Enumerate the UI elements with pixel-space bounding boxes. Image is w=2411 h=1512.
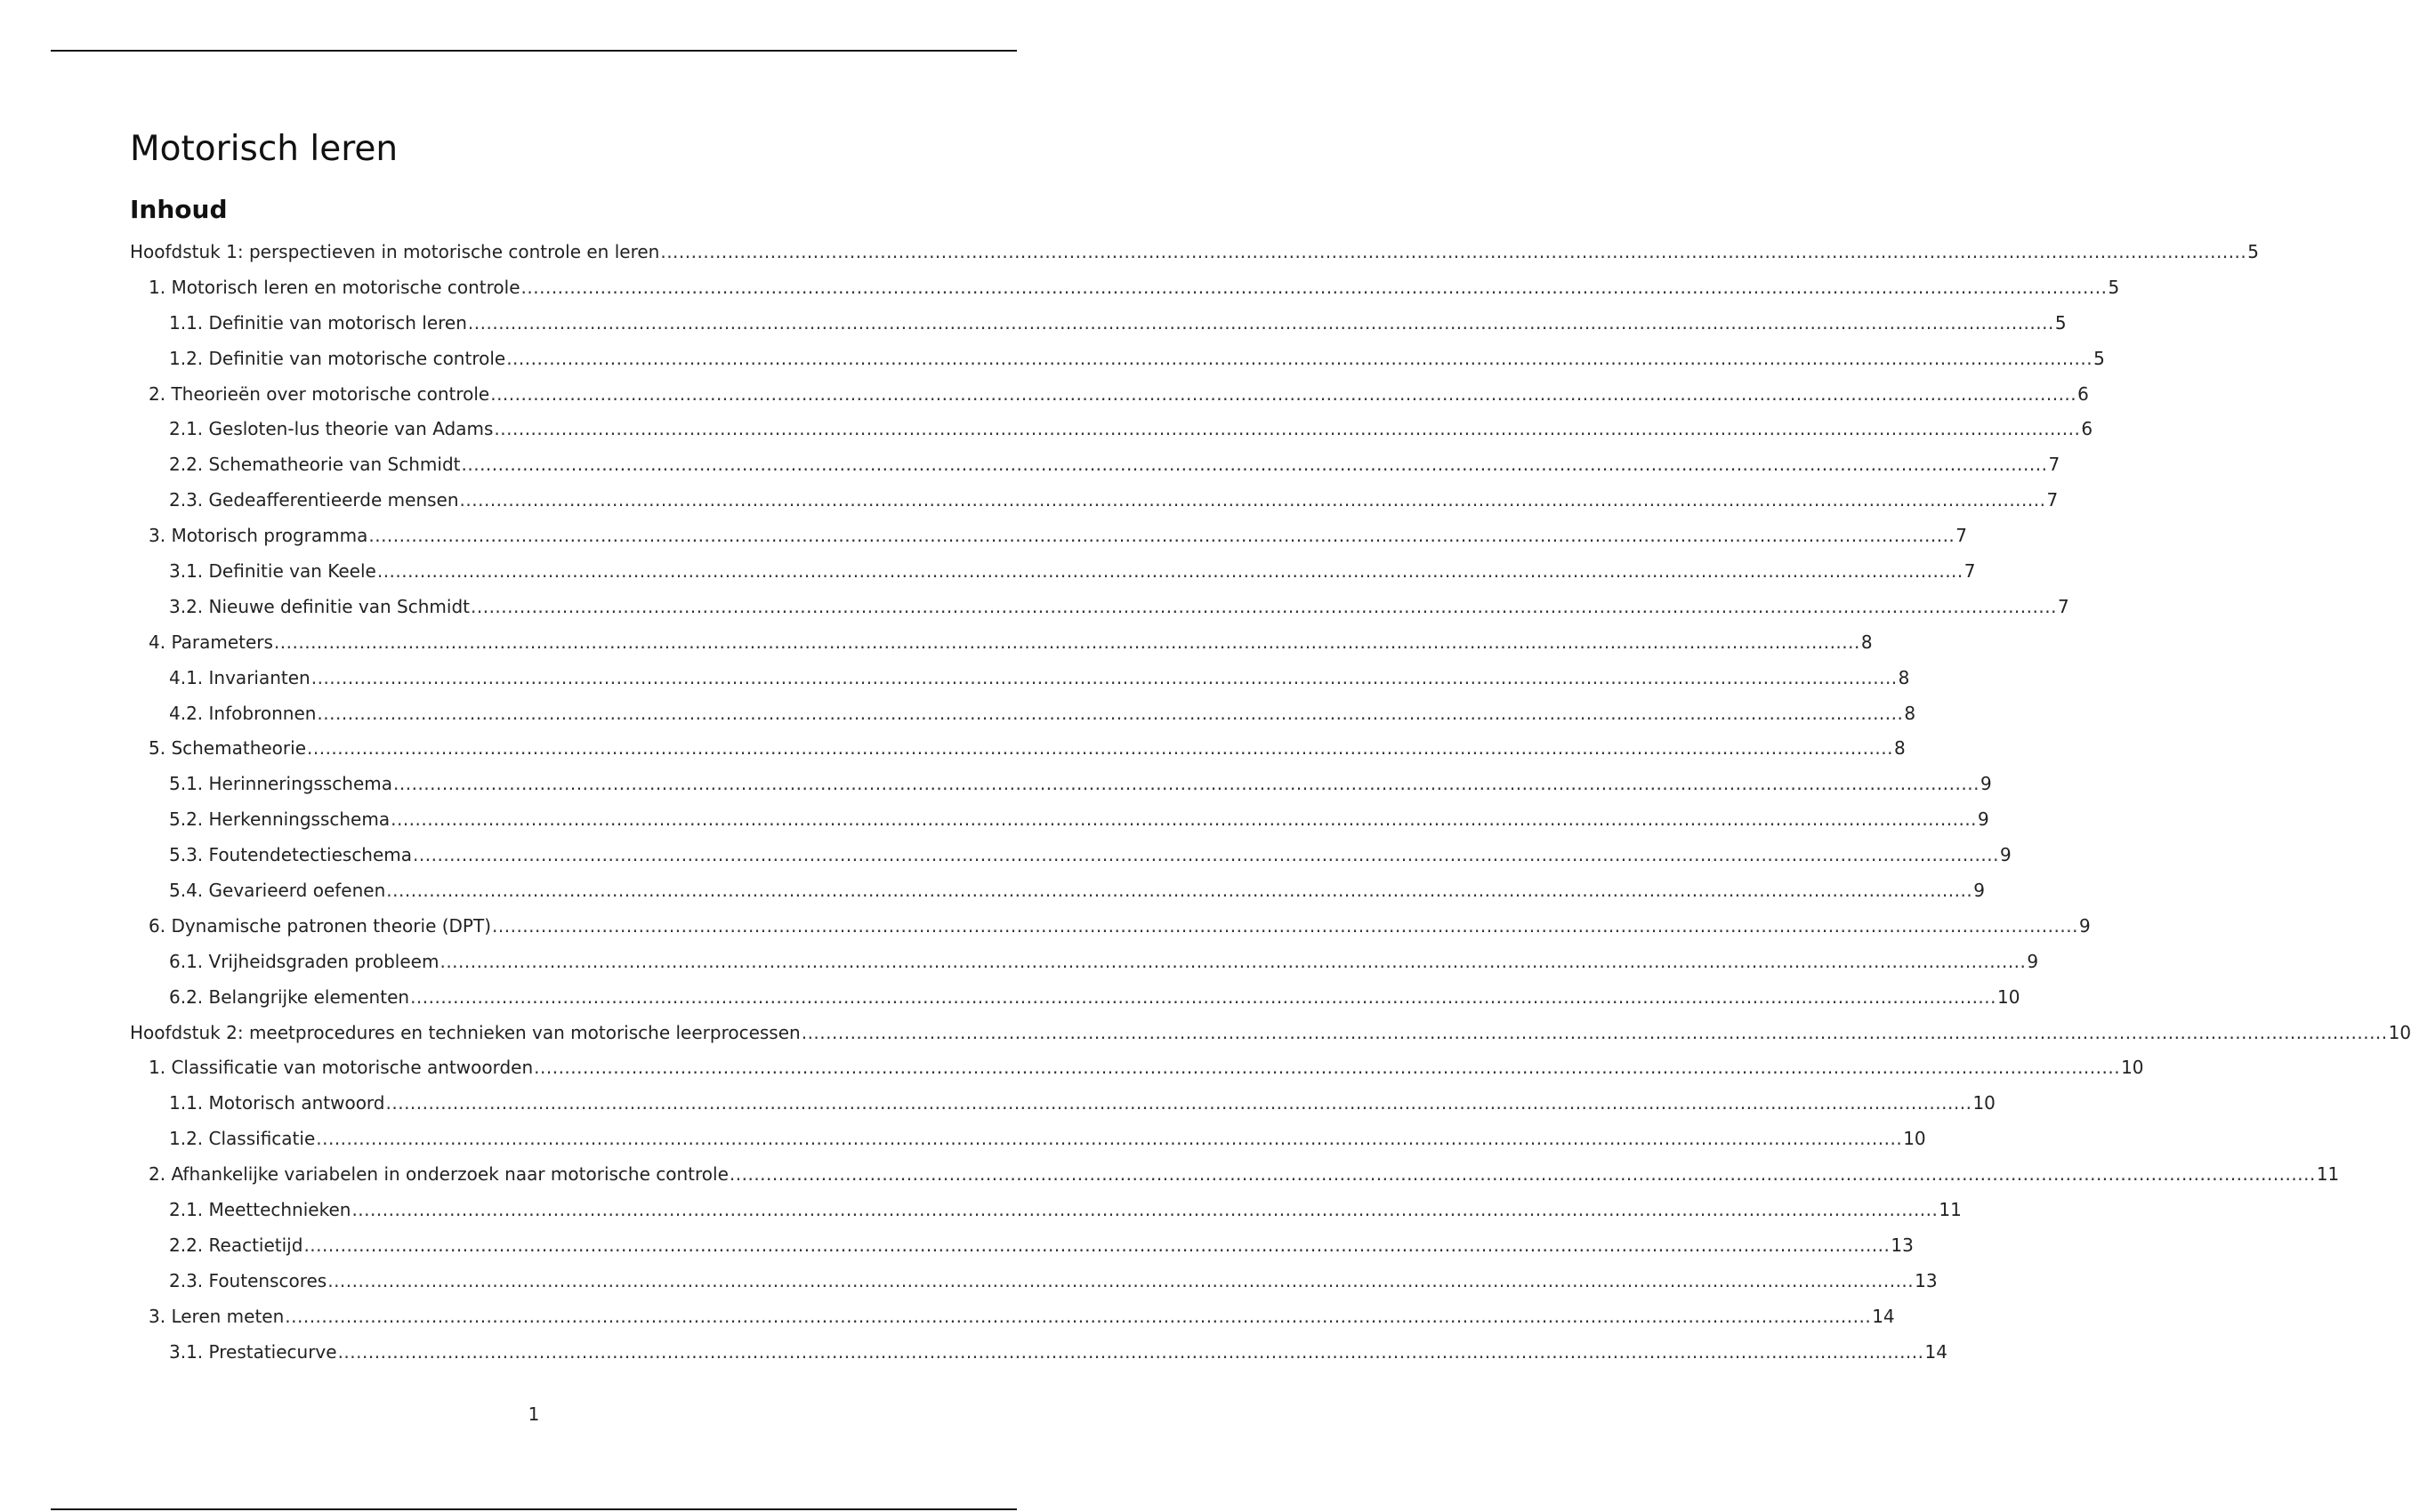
toc-dot-leader: ....................................................................................................................................................................................................................................................................	[391, 808, 1978, 831]
toc-dot-leader: ....................................................................................................................................................................................................................................................................	[327, 1269, 1915, 1291]
toc-entry-label: 5.3. Foutendetectieschema	[169, 844, 413, 866]
header-rule	[51, 50, 1017, 52]
toc-entry[interactable]	[130, 767, 1992, 802]
toc-dot-leader: ....................................................................................................................................................................................................................................................................	[317, 702, 1904, 724]
page-number: 1	[528, 1403, 540, 1425]
toc-dot-leader: ....................................................................................................................................................................................................................................................................	[316, 1128, 1903, 1150]
toc-entry[interactable]	[130, 1086, 1996, 1122]
toc-entry-label: 2.1. Meettechnieken	[169, 1199, 351, 1221]
toc-entry-page: 7	[1963, 560, 1976, 583]
toc-dot-leader: ....................................................................................................................................................................................................................................................................	[337, 1340, 1924, 1363]
toc-entry-label: 2.2. Reactietijd	[169, 1234, 303, 1256]
toc-dot-leader: ....................................................................................................................................................................................................................................................................	[273, 631, 1860, 653]
toc-entry-page: 7	[2048, 454, 2060, 476]
toc-entry-label: 2.3. Foutenscores	[169, 1269, 327, 1291]
toc-entry-page: 8	[1893, 737, 1906, 760]
toc-entry-page: 7	[2057, 595, 2069, 617]
toc-entry-page: 9	[2078, 914, 2091, 937]
toc-entry-page: 7	[2046, 489, 2059, 511]
toc-entry-label: 1.1. Motorisch antwoord	[169, 1092, 385, 1114]
toc-entry-page: 9	[1999, 844, 2012, 866]
toc-entry[interactable]	[130, 802, 1989, 838]
toc-entry-label: 3.2. Nieuwe definitie van Schmidt	[169, 595, 470, 617]
toc-entry[interactable]	[130, 1016, 2411, 1051]
toc-dot-leader: ....................................................................................................................................................................................................................................................................	[351, 1199, 1939, 1221]
toc-entry[interactable]	[130, 1157, 2340, 1193]
toc-entry-label: 2. Afhankelijke variabelen in onderzoek naar motorische controle	[149, 1163, 729, 1186]
toc-entry[interactable]	[130, 873, 1985, 909]
toc-dot-leader: ....................................................................................................................................................................................................................................................................	[729, 1163, 2316, 1186]
toc-entry-label: 5.1. Herinneringsschema	[169, 773, 393, 795]
toc-entry-label: 3.1. Prestatiecurve	[169, 1340, 337, 1363]
toc-dot-leader: ....................................................................................................................................................................................................................................................................	[307, 737, 1893, 760]
toc-entry-label: 3. Motorisch programma	[149, 525, 368, 547]
toc-entry-label: Hoofdstuk 2: meetprocedures en technieken van motorische leerprocessen	[130, 1021, 801, 1043]
toc-entry-label: 1.2. Classificatie	[169, 1128, 316, 1150]
toc-entry-label: 2. Theorieën over motorische controle	[149, 382, 490, 405]
toc-dot-leader: ....................................................................................................................................................................................................................................................................	[520, 276, 2108, 298]
toc-entry-page: 14	[1924, 1340, 1947, 1363]
toc-entry-label: 5. Schematheorie	[149, 737, 306, 760]
toc-dot-leader: ....................................................................................................................................................................................................................................................................	[386, 880, 1973, 902]
toc-entry[interactable]	[130, 235, 2260, 270]
toc-entry-page: 8	[1898, 666, 1910, 688]
toc-entry-page: 5	[2108, 276, 2120, 298]
toc-entry-label: 2.1. Gesloten-lus theorie van Adams	[169, 418, 494, 440]
toc-entry[interactable]	[130, 1193, 1962, 1228]
toc-entry-label: 1. Motorisch leren en motorische controle	[149, 276, 520, 298]
toc-entry-page: 7	[1955, 525, 1968, 547]
toc-dot-leader: ....................................................................................................................................................................................................................................................................	[439, 950, 2027, 972]
toc-entry-page: 10	[1972, 1092, 1996, 1114]
toc-entry-label: 6. Dynamische patronen theorie (DPT)	[149, 914, 492, 937]
toc-entry-page: 13	[1915, 1269, 1938, 1291]
toc-entry[interactable]	[130, 1299, 1895, 1335]
toc-entry[interactable]	[130, 342, 2105, 377]
toc-entry-page: 14	[1872, 1305, 1895, 1327]
toc-entry-page: 8	[1904, 702, 1916, 724]
toc-entry-page: 10	[2388, 1021, 2411, 1043]
toc-dot-leader: ....................................................................................................................................................................................................................................................................	[310, 666, 1898, 688]
toc-entry-label: 1.2. Definitie van motorische controle	[169, 347, 506, 369]
toc-dot-leader: ....................................................................................................................................................................................................................................................................	[461, 454, 2048, 476]
toc-entry-page: 11	[2316, 1163, 2340, 1186]
toc-entry-page: 6	[2077, 382, 2089, 405]
toc-entry[interactable]	[130, 1264, 1938, 1299]
toc-entry[interactable]	[130, 945, 2039, 980]
toc-entry-page: 5	[2247, 241, 2260, 262]
toc-dot-leader: ....................................................................................................................................................................................................................................................................	[393, 773, 1980, 795]
toc-entry[interactable]	[130, 306, 2067, 342]
toc-entry[interactable]	[130, 1228, 1914, 1264]
toc-heading: Inhoud	[130, 195, 228, 224]
toc-dot-leader: ....................................................................................................................................................................................................................................................................	[534, 1057, 2121, 1079]
toc-entry[interactable]	[130, 625, 1873, 661]
toc-entry-label: 3. Leren meten	[149, 1305, 285, 1327]
toc-entry-label: 5.2. Herkenningsschema	[169, 808, 391, 831]
footer-rule	[51, 1508, 1017, 1510]
toc-entry[interactable]	[130, 590, 2069, 625]
toc-entry-page: 9	[1980, 773, 1992, 795]
toc-dot-leader: ....................................................................................................................................................................................................................................................................	[459, 489, 2046, 511]
toc-entry-label: 2.2. Schematheorie van Schmidt	[169, 454, 461, 476]
toc-entry[interactable]	[130, 519, 1968, 554]
toc-entry[interactable]	[130, 838, 2012, 873]
toc-entry-page: 6	[2081, 418, 2093, 440]
toc-dot-leader: ....................................................................................................................................................................................................................................................................	[494, 418, 2081, 440]
toc-entry[interactable]	[130, 1122, 1926, 1157]
toc-dot-leader: ....................................................................................................................................................................................................................................................................	[413, 844, 1999, 866]
toc-entry-page: 9	[1978, 808, 1989, 831]
toc-entry-page: 13	[1891, 1234, 1914, 1256]
toc-dot-leader: ....................................................................................................................................................................................................................................................................	[303, 1234, 1891, 1256]
toc-entry[interactable]	[130, 270, 2120, 306]
toc-entry-page: 11	[1939, 1199, 1962, 1221]
toc-dot-leader: ....................................................................................................................................................................................................................................................................	[285, 1305, 1872, 1327]
toc-dot-leader: ....................................................................................................................................................................................................................................................................	[410, 985, 1996, 1008]
toc-entry-label: 6.2. Belangrijke elementen	[169, 985, 410, 1008]
toc-entry-page: 10	[1997, 985, 2020, 1008]
toc-entry[interactable]	[130, 447, 2060, 483]
toc-entry-label: 4.1. Invarianten	[169, 666, 310, 688]
toc-entry-label: 1.1. Definitie van motorisch leren	[169, 311, 467, 334]
toc-entry-label: 5.4. Gevarieerd oefenen	[169, 880, 386, 902]
toc-dot-leader: ....................................................................................................................................................................................................................................................................	[471, 595, 2057, 617]
toc-dot-leader: ....................................................................................................................................................................................................................................................................	[385, 1092, 1972, 1114]
toc-entry-page: 10	[1903, 1128, 1926, 1150]
toc-dot-leader: ....................................................................................................................................................................................................................................................................	[376, 560, 1963, 583]
toc-entry[interactable]	[130, 554, 1976, 590]
toc-entry-label: 2.3. Gedeafferentieerde mensen	[169, 489, 459, 511]
toc-entry-label: 3.1. Definitie van Keele	[169, 560, 376, 583]
toc-entry[interactable]	[130, 1050, 2144, 1086]
toc-entry[interactable]	[130, 909, 2091, 945]
toc-entry[interactable]	[130, 980, 2020, 1016]
toc-entry[interactable]	[130, 1335, 1947, 1371]
toc-entry-label: 4. Parameters	[149, 631, 273, 653]
toc-entry[interactable]	[130, 696, 1916, 732]
toc-entry-page: 10	[2121, 1057, 2144, 1079]
toc-dot-leader: ....................................................................................................................................................................................................................................................................	[506, 347, 2093, 369]
toc-entry-label: 1. Classificatie van motorische antwoorden	[149, 1057, 534, 1079]
toc-entry-page: 5	[2054, 311, 2067, 334]
toc-dot-leader: ....................................................................................................................................................................................................................................................................	[368, 525, 1955, 547]
document-title: Motorisch leren	[130, 129, 399, 169]
table-of-contents	[130, 235, 2411, 1371]
toc-dot-leader: ....................................................................................................................................................................................................................................................................	[490, 382, 2077, 405]
toc-entry[interactable]	[130, 412, 2093, 447]
toc-entry-page: 5	[2093, 347, 2105, 369]
toc-entry[interactable]	[130, 377, 2089, 413]
toc-entry[interactable]	[130, 731, 1906, 767]
toc-entry-label: 6.1. Vrijheidsgraden probleem	[169, 950, 439, 972]
toc-entry-label: 4.2. Infobronnen	[169, 702, 317, 724]
toc-entry-label: Hoofdstuk 1: perspectieven in motorische controle en leren	[130, 241, 660, 262]
toc-entry[interactable]	[130, 661, 1910, 696]
toc-entry-page: 9	[1973, 880, 1985, 902]
toc-dot-leader: ....................................................................................................................................................................................................................................................................	[660, 241, 2247, 262]
toc-dot-leader: ....................................................................................................................................................................................................................................................................	[492, 914, 2078, 937]
toc-entry-page: 9	[2027, 950, 2039, 972]
toc-dot-leader: ....................................................................................................................................................................................................................................................................	[467, 311, 2054, 334]
toc-entry-page: 8	[1860, 631, 1873, 653]
toc-entry[interactable]	[130, 483, 2059, 519]
toc-dot-leader: ....................................................................................................................................................................................................................................................................	[801, 1021, 2388, 1043]
